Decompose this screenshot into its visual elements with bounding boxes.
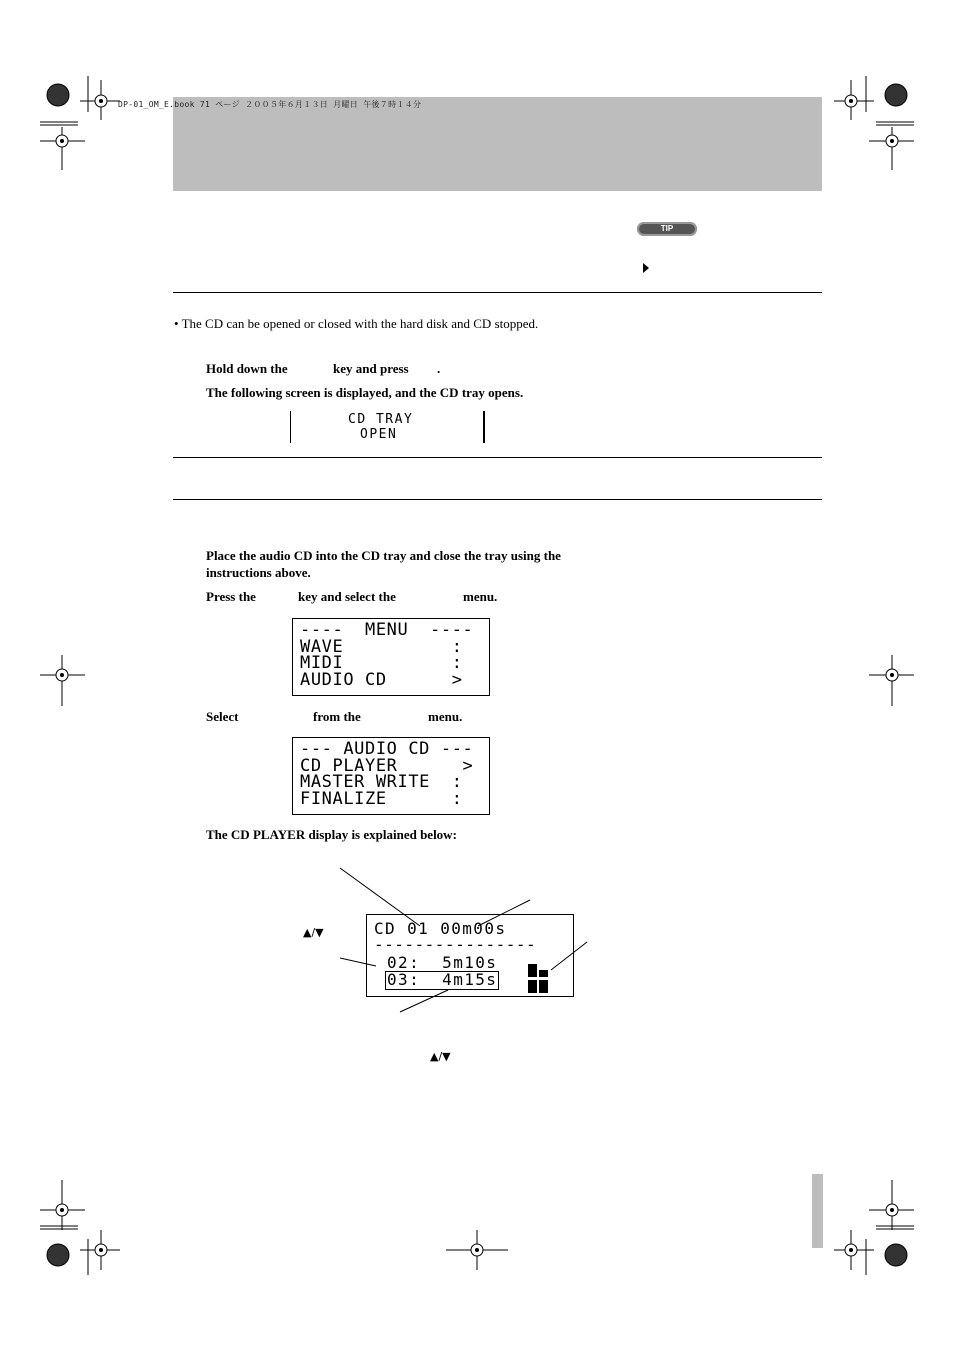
step3-part3: menu. bbox=[463, 589, 498, 604]
lcd-audio-line1: --- AUDIO CD --- bbox=[300, 739, 474, 759]
lcd-player-line4: 03: 4m15s bbox=[387, 970, 498, 989]
step4-part3: menu. bbox=[428, 709, 463, 724]
lcd-player-line1: CD 01 00m00s bbox=[374, 919, 507, 938]
lcd-menu-line3: MIDI : bbox=[300, 653, 463, 673]
lcd-cd-player bbox=[366, 914, 574, 997]
tip-badge: TIP bbox=[637, 222, 697, 236]
thumb-tab bbox=[812, 1174, 823, 1248]
step4-part1: Select bbox=[206, 709, 239, 724]
lcd-player-line3: 02: 5m10s bbox=[387, 953, 498, 972]
lcd-audio-line2: CD PLAYER > bbox=[300, 755, 474, 776]
step1-part2: key and press bbox=[333, 361, 409, 376]
level-meter-row2 bbox=[528, 974, 550, 993]
step4-part2: from the bbox=[313, 709, 361, 724]
lcd-audio-line3: MASTER WRITE : bbox=[300, 772, 463, 792]
step1-result: The following screen is displayed, and the CD tray opens. bbox=[206, 385, 524, 400]
lcd-audio-line4: FINALIZE : bbox=[300, 788, 463, 809]
step3-part1: Press the bbox=[206, 589, 256, 604]
bullet-note: • The CD can be opened or closed with the hard disk and CD stopped. bbox=[174, 316, 539, 331]
lcd-menu-line2: WAVE : bbox=[300, 636, 463, 657]
print-info: DP-01_OM_E.book 71 ページ ２００５年６月１３日 月曜日 午後７時１４分 bbox=[118, 100, 422, 109]
lcd-menu-line4: AUDIO CD > bbox=[300, 669, 463, 690]
explain-text: The CD PLAYER display is explained below: bbox=[206, 827, 457, 842]
step1-part1: Hold down the bbox=[206, 361, 288, 376]
step1-part3: . bbox=[437, 361, 441, 376]
lcd-player-selected-row bbox=[385, 971, 499, 990]
up-down-arrow-icon: ▲/▼ bbox=[303, 926, 324, 939]
lcd-menu-line1: ---- MENU ---- bbox=[300, 620, 474, 640]
step2-line2: instructions above. bbox=[206, 565, 311, 580]
up-down-arrow-icon-2: ▲/▼ bbox=[430, 1050, 451, 1063]
lcd-player-line2: ---------------- bbox=[374, 935, 537, 954]
lcd-tray-line1: CD TRAY bbox=[348, 412, 414, 427]
step3-part2: key and select the bbox=[298, 589, 396, 604]
lcd-tray-line2: OPEN bbox=[360, 427, 398, 442]
step2-line1: Place the audio CD into the CD tray and close the tray using the bbox=[206, 548, 561, 563]
